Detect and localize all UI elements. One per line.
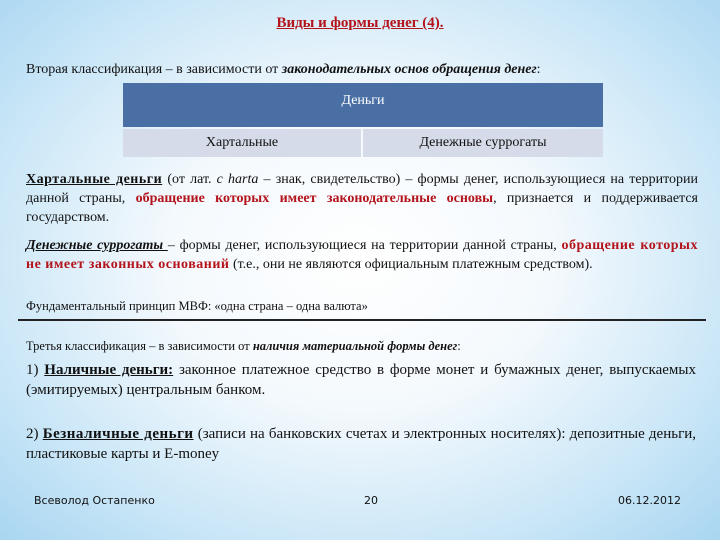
hartal-paragraph <box>26 170 698 227</box>
table-cell-hartal: Хартальные <box>123 129 361 157</box>
surrogate-paragraph <box>26 236 698 274</box>
list-item-cash <box>26 360 696 400</box>
item1-number: 1) <box>26 362 39 378</box>
table-cell-surrogate: Денежные суррогаты <box>363 129 603 157</box>
item2-number: 2) <box>26 426 39 442</box>
footer-author: Всеволод Остапенко <box>34 494 155 507</box>
third-classification <box>26 338 706 354</box>
hartal-term: Хартальные деньги <box>26 172 163 187</box>
money-table <box>123 83 603 157</box>
noncash-term: Безналичные деньги <box>42 426 194 442</box>
divider <box>18 319 706 321</box>
hartal-text-1: (от лат. <box>162 172 217 187</box>
surrogate-highlight: обращение которых не имеет законных оснований <box>26 238 698 272</box>
third-emphasis: наличия материальной формы денег <box>252 339 458 353</box>
intro-emphasis: законодательных основ обращения денег <box>281 62 537 77</box>
hartal-highlight: обращение которых имеет законодательные основы <box>135 191 494 206</box>
imf-principle <box>26 298 706 314</box>
third-text: Третья классификация – в зависимости от <box>26 339 253 353</box>
latin-term: c harta <box>216 172 259 187</box>
surrogate-term: Денежные суррогаты <box>26 238 168 253</box>
surrogate-text-1: – формы денег, использующиеся на территории данной страны, <box>167 238 562 253</box>
third-end: : <box>457 339 461 353</box>
footer-date: 06.12.2012 <box>618 494 681 507</box>
hartal-text-3: , признается и поддерживается государством. <box>26 191 698 225</box>
cash-term: Наличные деньги: <box>44 362 174 378</box>
intro-end: : <box>536 62 541 77</box>
surrogate-text-2: (т.е., они не являются официальным платежным средством). <box>229 257 593 272</box>
hartal-text-2: – знак, свидетельство) – формы денег, использующиеся на территории данной страны, <box>26 172 699 206</box>
table-header: Деньги <box>123 83 603 127</box>
cash-text: законное платежное средство в форме монет и бумажных денег, выпускаемых (эмитируемых) центральным банком. <box>26 362 696 398</box>
list-item-noncash <box>26 424 696 464</box>
intro-line <box>26 60 706 79</box>
footer-page-number: 20 <box>364 494 378 507</box>
noncash-text: (записи на банковских счетах и электронных носителях): депозитные деньги, пластиковые карты и E-money <box>26 426 697 462</box>
intro-text: Вторая классификация – в зависимости от <box>26 62 282 77</box>
page-title: Виды и формы денег (4). <box>276 15 444 31</box>
principle-text: Фундаментальный принцип МВФ: «одна страна – одна валюта» <box>26 299 368 313</box>
